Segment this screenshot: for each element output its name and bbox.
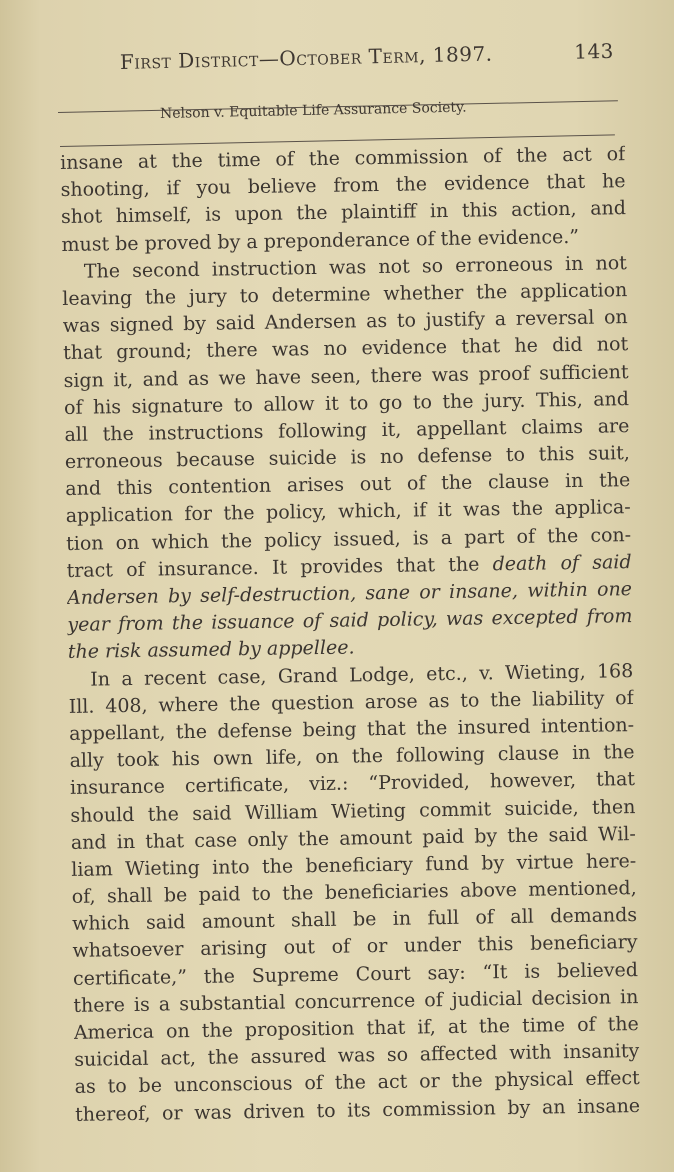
text-line: and in that case only the amount paid by the said Wil- [70, 822, 636, 854]
body-text [60, 141, 640, 1129]
text-line: sign it, and as we have seen, there was proof sufficient [63, 360, 629, 392]
text-line: Ill. 408, where the question arose as to the liability of [68, 686, 634, 718]
text-line: was signed by said Andersen as to justify a reversal on [62, 306, 628, 338]
text-line: and this contention arises out of the clause in the [65, 469, 631, 501]
text-line: whatsoever arising out of or under this beneficiary [72, 931, 638, 963]
text-line: leaving the jury to determine whether the application [62, 279, 628, 310]
text-line: year from the issuance of said policy, was excepted from [67, 605, 633, 637]
text-line: of his signature to allow it to go to the jury. This, and [63, 387, 630, 419]
text-line: insane at the time of the commission of the act of [60, 143, 626, 174]
text-line: Andersen by self-destruction, sane or insane, within one [66, 578, 633, 609]
text-line-italic: death of said [492, 550, 632, 576]
text-line: tion on which the policy issued, is a part of the con- [66, 523, 632, 555]
text-line-roman: tract of insurance. It provides that the [66, 553, 493, 582]
text-line: which said amount shall be in full of all demands [71, 904, 638, 936]
text-line: thereof, or was driven to its commission by an insane [74, 1094, 641, 1126]
text-line: the risk assumed by appellee. [67, 636, 355, 664]
page-number: 143 [573, 38, 615, 64]
text-line: liam Wieting into the beneficiary fund by virtue here- [71, 849, 637, 881]
text-line: appellant, the defense being that the insured intention- [68, 713, 635, 745]
running-title: First District—October Term, 1897. [119, 41, 493, 74]
text-line: suicidal act, the assured was so affected with insanity [74, 1040, 640, 1072]
text-line: insurance certificate, viz.: “Provided, however, that [69, 768, 636, 800]
text-line: all the instructions following it, appellant claims are [64, 414, 630, 446]
text-line: The second instruction was not so erroneous in not [83, 251, 628, 283]
text-line: certificate,” the Supreme Court say: “It is believed [72, 958, 639, 990]
text-line: shot himself, is upon the plaintiff in this action, and [60, 197, 627, 229]
text-line: erroneous because suicide is no defense to this suit, [64, 442, 631, 474]
text-line: that ground; there was no evidence that he did not [63, 333, 629, 365]
text-line: should the said William Wieting commit suicide, then [70, 795, 636, 827]
running-header [120, 38, 640, 74]
text-line: of, shall be paid to the beneficiaries above mentioned, [71, 877, 637, 908]
text-line: as to be unconscious of the act or the physical effect [74, 1067, 640, 1099]
case-title: Nelson v. Equitable Life Assurance Society. [159, 99, 467, 122]
text-line: ally took his own life, on the following clause in the [69, 741, 635, 773]
text-line: there is a substantial concurrence of judicial decision in [73, 985, 639, 1017]
text-line: In a recent case, Grand Lodge, etc., v. Wieting, 168 [90, 659, 634, 691]
text-line: must be proved by a preponderance of the evidence.” [61, 225, 580, 256]
text-line: application for the policy, which, if it was the applica- [65, 496, 631, 528]
text-line: America on the proposition that if, at the time of the [73, 1013, 639, 1044]
text-line: shooting, if you believe from the evidence that he [60, 170, 626, 202]
